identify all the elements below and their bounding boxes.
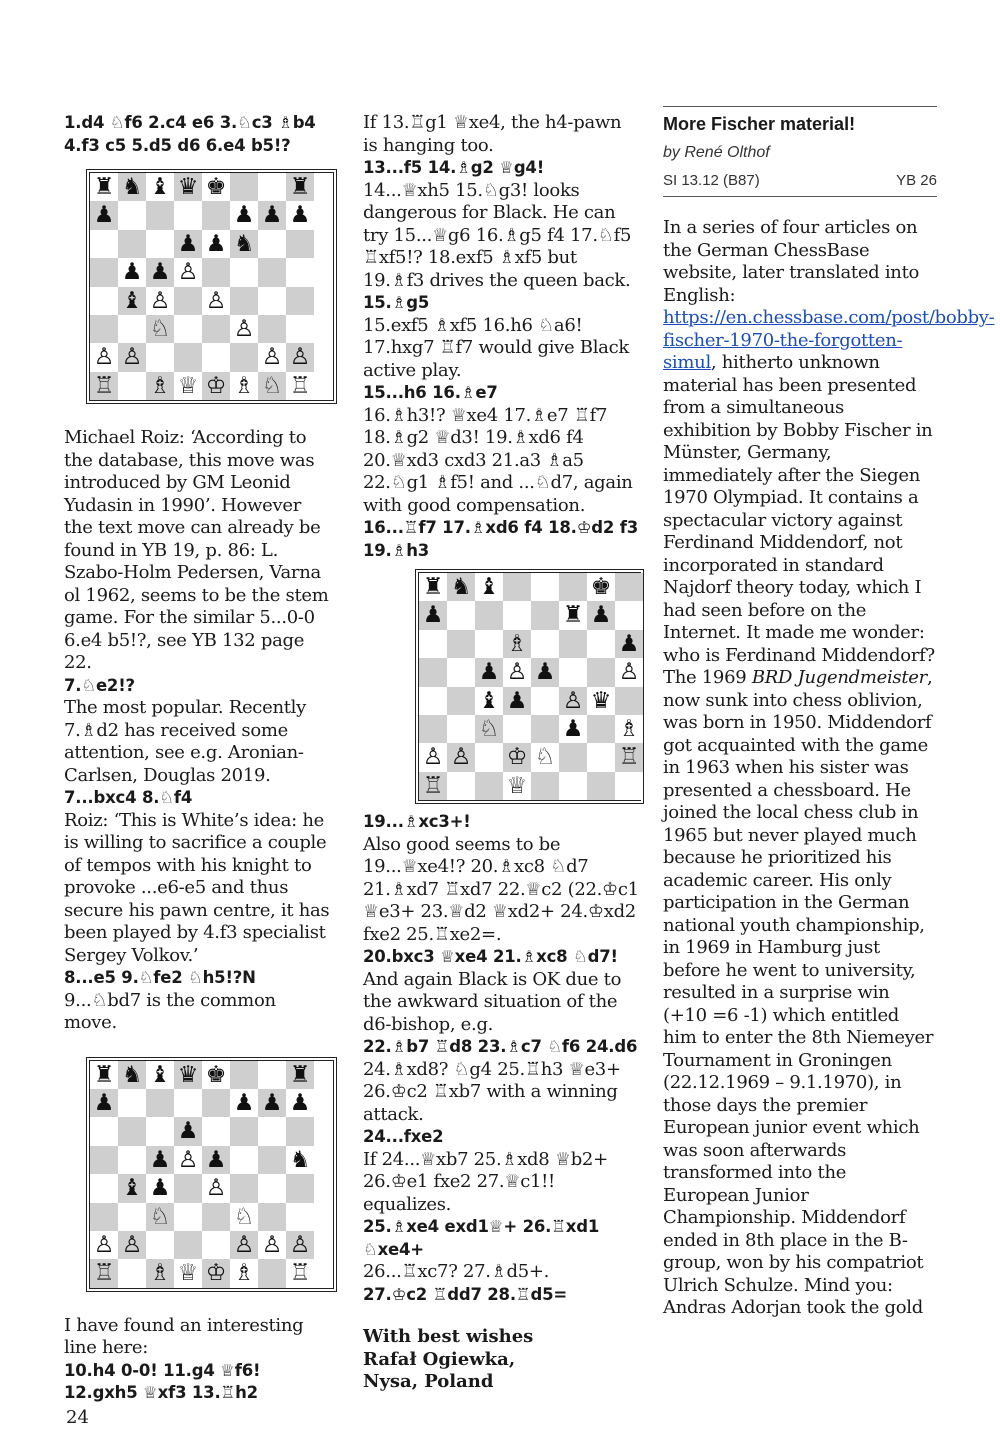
board-square: [118, 230, 146, 258]
chess-piece: ♛: [587, 687, 615, 715]
board-square: [174, 1089, 202, 1117]
chess-piece: ♙: [258, 1231, 286, 1259]
article-paragraph-1: In a series of four articles on the German ChessBase website, later translated into English: https://en.chessbase.com/post/bobby-fischer-1970-the-forgotten-simul, hitherto unknown material has been presented from a simultaneous exhibition by Bobby Fischer in Münster, Germany, immediately after the Siegen 1970 Olympiad. It contains a spectacular victory against Ferdinand Middendorf, not incorporated in standard Najdorf theory today, which I had seen before on the Internet. It made me wonder: who is Ferdinand Middendorf?: [663, 217, 995, 666]
board-square: [258, 1174, 286, 1202]
chess-diagram-3: [418, 572, 641, 801]
board-square: [146, 1089, 174, 1117]
board-square: [531, 573, 559, 601]
chess-piece: ♜: [419, 573, 447, 601]
board-square: [475, 772, 503, 800]
chess-piece: ♟: [258, 201, 286, 229]
chess-piece: ♙: [202, 1174, 230, 1202]
board-square: [447, 658, 475, 686]
chess-piece: ♟: [202, 230, 230, 258]
board-square: [258, 230, 286, 258]
board-square: [230, 1174, 258, 1202]
chess-piece: ♗: [615, 715, 643, 743]
board-square: [559, 743, 587, 771]
board-square: [118, 1203, 146, 1231]
chess-piece: ♟: [174, 1117, 202, 1145]
header-top-rule: [663, 106, 937, 107]
column-1: [64, 112, 334, 1405]
chess-piece: ♟: [146, 258, 174, 286]
board-square: [286, 1174, 314, 1202]
chess-piece: ♕: [174, 1259, 202, 1287]
signature-greeting: With best wishes: [363, 1326, 534, 1348]
board-square: [230, 343, 258, 371]
board-square: [286, 287, 314, 315]
chess-piece: ♔: [503, 743, 531, 771]
board-square: [286, 258, 314, 286]
board-square: [174, 1203, 202, 1231]
chess-piece: ♘: [146, 1203, 174, 1231]
board-square: [174, 1231, 202, 1259]
commentary-16: 16.♗h3!? ♕xe4 17.♗e7 ♖f7 18.♗g2 ♕d3! 19.♗xd6 f4 20.♕xd3 cxd3 21.a3 ♗a5 22.♘g1 ♗f5! and ...♘d7, again with good compensation.: [363, 404, 633, 516]
board-square: [230, 258, 258, 286]
commentary-8: Roiz: ‘This is White’s idea: he is willing to sacrifice a couple of tempos with his knight to provoke ...e6-e5 and thus secure his pawn centre, it has been played by 4.f3 specialist Sergey Volkov.’: [64, 809, 330, 966]
chess-piece: ♜: [559, 601, 587, 629]
board-square: [587, 658, 615, 686]
board-square: [531, 630, 559, 658]
chess-piece: ♙: [230, 1231, 258, 1259]
board-square: [531, 715, 559, 743]
chess-piece: ♟: [286, 1089, 314, 1117]
board-square: [258, 1061, 286, 1089]
chess-piece: ♟: [559, 715, 587, 743]
board-square: [258, 258, 286, 286]
chess-piece: ♙: [174, 258, 202, 286]
chess-piece: ♙: [447, 743, 475, 771]
commentary-15: 15.exf5 ♗xf5 16.h6 ♘a6! 17.hxg7 ♖f7 would give Black active play.: [363, 314, 630, 381]
board-square: [286, 1117, 314, 1145]
chess-piece: ♙: [230, 315, 258, 343]
article-title: More Fischer material!: [663, 114, 856, 134]
moves-15-16: 15...h6 16.♗e7: [363, 383, 498, 402]
move-15: 15.♗g5: [363, 293, 430, 312]
chess-piece: ♖: [90, 1259, 118, 1287]
chess-piece: ♟: [503, 687, 531, 715]
board-square: [419, 630, 447, 658]
board-square: [587, 715, 615, 743]
board-square: [90, 1146, 118, 1174]
commentary-14: 14...♕xh5 15.♘g3! looks dangerous for Black. He can try 15...♕g6 16.♗g5 f4 17.♘f5 ♖xf5!? 18.exf5 ♗xf5 but 19.♗f3 drives the queen back.: [363, 179, 632, 291]
chess-piece: ♟: [174, 230, 202, 258]
board-square: [258, 1146, 286, 1174]
chess-piece: ♞: [230, 230, 258, 258]
board-square: [90, 1174, 118, 1202]
chess-piece: ♙: [118, 1231, 146, 1259]
board-square: [90, 1117, 118, 1145]
board-square: [202, 1117, 230, 1145]
board-square: [587, 630, 615, 658]
board-square: [615, 573, 643, 601]
chess-piece: ♘: [475, 715, 503, 743]
commentary-19: Also good seems to be 19...♕xe4!? 20.♗xc8 ♘d7 21.♗xd7 ♖xd7 22.♕c2 (22.♔c1 ♕e3+ 23.♕d2 ♕xd2+ 24.♔xd2 fxe2 25.♖xe2=.: [363, 833, 639, 945]
chess-piece: ♟: [230, 1089, 258, 1117]
chess-piece: ♕: [174, 372, 202, 400]
chess-piece: ♟: [587, 601, 615, 629]
chess-piece: ♞: [447, 573, 475, 601]
commentary-roiz: Michael Roiz: ‘According to the database, this move was introduced by GM Leonid Yudasin in 1990’. However the text move can already be found in YB 19, p. 86: L. Szabo-Holm Pedersen, Varna ol 1962, seems to be the stem game. For the similar 5...0-0 6.e4 b5!?, see YB 132 page 22.: [64, 427, 329, 674]
chess-piece: ♚: [202, 173, 230, 201]
chess-piece: ♟: [202, 1146, 230, 1174]
chess-piece: ♗: [230, 1259, 258, 1287]
board-square: [230, 1117, 258, 1145]
commentary-24: 24.♗xd8? ♘g4 25.♖h3 ♕e3+ 26.♔c2 ♖xb7 with a winning attack.: [363, 1058, 621, 1125]
board-square: [447, 630, 475, 658]
chess-piece: ♝: [146, 1061, 174, 1089]
yearbook-ref: YB 26: [896, 172, 937, 189]
chess-piece: ♟: [146, 1146, 174, 1174]
chess-piece: ♞: [286, 1146, 314, 1174]
board-square: [475, 630, 503, 658]
chess-piece: ♟: [531, 658, 559, 686]
board-square: [90, 258, 118, 286]
signature-name: Rafał Ogiewka,: [363, 1348, 516, 1370]
board-square: [146, 230, 174, 258]
board-square: [419, 687, 447, 715]
board-square: [475, 743, 503, 771]
header-bottom-rule: [663, 196, 937, 197]
moves-opening: 1.d4 ♘f6 2.c4 e6 3.♘c3 ♗b4 4.f3 c5 5.d5 d6 6.e4 b5!?: [64, 113, 316, 155]
signature-location: Nysa, Poland: [363, 1371, 494, 1393]
board-square: [118, 1259, 146, 1287]
chess-piece: ♕: [503, 772, 531, 800]
board-square: [174, 1174, 202, 1202]
chess-piece: ♞: [118, 173, 146, 201]
chess-piece: ♚: [587, 573, 615, 601]
chess-piece: ♗: [503, 630, 531, 658]
board-square: [202, 1231, 230, 1259]
chess-piece: ♟: [419, 601, 447, 629]
chess-piece: ♜: [286, 1061, 314, 1089]
chess-piece: ♙: [559, 687, 587, 715]
board-square: [419, 658, 447, 686]
board-square: [503, 715, 531, 743]
board-square: [90, 230, 118, 258]
board-square: [146, 201, 174, 229]
board-square: [146, 1231, 174, 1259]
chess-piece: ♟: [90, 201, 118, 229]
board-square: [118, 372, 146, 400]
board-square: [559, 573, 587, 601]
board-square: [615, 687, 643, 715]
board-square: [559, 772, 587, 800]
chess-piece: ♘: [258, 372, 286, 400]
moves-10-13: 10.h4 0-0! 11.g4 ♕f6! 12.gxh5 ♕xf3 13.♖h2: [64, 1360, 261, 1403]
board-square: [286, 1203, 314, 1231]
chess-piece: ♜: [90, 1061, 118, 1089]
board-square: [174, 287, 202, 315]
board-square: [286, 315, 314, 343]
chess-piece: ♟: [286, 201, 314, 229]
commentary-9: 9...♘bd7 is the common move.: [64, 989, 276, 1034]
board-square: [90, 287, 118, 315]
board-square: [419, 715, 447, 743]
move-7-8: 7...bxc4 8.♘f4: [64, 788, 193, 808]
board-square: [174, 315, 202, 343]
chess-piece: ♙: [419, 743, 447, 771]
board-square: [118, 1089, 146, 1117]
chess-piece: ♙: [174, 1146, 202, 1174]
move-19: 19...♗xc3+!: [363, 812, 471, 832]
board-square: [118, 315, 146, 343]
board-square: [258, 287, 286, 315]
board-square: [202, 343, 230, 371]
moves-16-19: 16...♖f7 17.♗xd6 f4 18.♔d2 f3 19.♗h3: [363, 518, 638, 560]
moves-20-21: 20.bxc3 ♕xe4 21.♗xc8 ♘d7!: [363, 947, 618, 967]
survey-code: SI 13.12 (B87): [663, 172, 760, 189]
chess-piece: ♗: [146, 1259, 174, 1287]
board-square: [559, 630, 587, 658]
chess-piece: ♔: [202, 1259, 230, 1287]
commentary-line: I have found an interesting line here:: [64, 1314, 304, 1359]
chess-piece: ♜: [90, 173, 118, 201]
chess-piece: ♘: [146, 315, 174, 343]
chess-piece: ♙: [615, 658, 643, 686]
chess-piece: ♗: [146, 372, 174, 400]
chess-piece: ♝: [118, 287, 146, 315]
chess-piece: ♗: [230, 372, 258, 400]
moves-27-28: 27.♔c2 ♖dd7 28.♖d5=: [363, 1284, 568, 1304]
board-square: [258, 173, 286, 201]
chess-piece: ♙: [258, 343, 286, 371]
board-square: [230, 1061, 258, 1089]
board-square: [202, 258, 230, 286]
chess-piece: ♖: [286, 372, 314, 400]
article-paragraph-2: The 1969 BRD Jugendmeister, now sunk into chess oblivion, was born in 1950. Middendorf got acquainted with the game in 1963 when his sister was presented a chessboard. He joined the local chess club in 1965 but never played much because he prioritized his academic career. His only participation in the German national youth championship, in 1969 in Hamburg just before he went to university, resulted in a surprise win (+10 =6 -1) which entitled him to enter the 8th Niemeyer Tournament in Groningen (22.12.1969 – 9.1.1970), in those days the premier European junior event which was soon afterwards transformed into the European Junior Championship. Middendorf ended in 8th place in the B-group, won by his compatriot Ulrich Schulze. Mind you: Andras Adorjan took the gold: [663, 667, 934, 1318]
chess-piece: ♟: [615, 630, 643, 658]
chess-piece: ♟: [258, 1089, 286, 1117]
board-square: [475, 601, 503, 629]
board-square: [202, 1203, 230, 1231]
page-number: 24: [66, 1407, 89, 1428]
board-square: [258, 1203, 286, 1231]
commentary-26: 26...♖xc7? 27.♗d5+.: [363, 1261, 550, 1283]
chess-piece: ♟: [118, 258, 146, 286]
chess-piece: ♚: [202, 1061, 230, 1089]
board-square: [503, 573, 531, 601]
chess-piece: ♙: [286, 1231, 314, 1259]
board-square: [447, 715, 475, 743]
move-8-9: 8...e5 9.♘fe2 ♘h5!?N: [64, 968, 256, 988]
chess-piece: ♙: [503, 658, 531, 686]
chess-piece: ♝: [146, 173, 174, 201]
chess-piece: ♖: [90, 372, 118, 400]
chess-piece: ♙: [118, 343, 146, 371]
chess-piece: ♝: [475, 573, 503, 601]
commentary-21: And again Black is OK due to the awkward situation of the d6-bishop, e.g.: [363, 968, 622, 1035]
board-square: [447, 601, 475, 629]
board-square: [202, 1089, 230, 1117]
board-square: [174, 201, 202, 229]
chess-piece: ♙: [90, 343, 118, 371]
board-square: [531, 601, 559, 629]
move-24: 24...fxe2: [363, 1127, 444, 1147]
chess-diagram-1: [89, 172, 334, 401]
chess-piece: ♞: [118, 1061, 146, 1089]
chess-piece: ♖: [286, 1259, 314, 1287]
commentary-13: If 13.♖g1 ♕xe4, the h4-pawn is hanging too.: [363, 112, 622, 156]
board-square: [118, 1146, 146, 1174]
board-square: [587, 743, 615, 771]
chess-piece: ♟: [230, 201, 258, 229]
board-square: [258, 1259, 286, 1287]
column-2: [363, 112, 641, 1394]
article-codes: [663, 169, 937, 193]
board-square: [90, 315, 118, 343]
board-square: [447, 772, 475, 800]
board-square: [531, 772, 559, 800]
moves-25-26: 25.♗xe4 exd1♕+ 26.♖xd1 ♘xe4+: [363, 1217, 600, 1259]
board-square: [230, 1146, 258, 1174]
chess-piece: ♟: [146, 1174, 174, 1202]
board-square: [559, 658, 587, 686]
board-square: [615, 772, 643, 800]
board-square: [202, 315, 230, 343]
article-byline: by René Olthof: [663, 144, 770, 161]
board-square: [90, 1203, 118, 1231]
board-square: [230, 287, 258, 315]
board-square: [447, 687, 475, 715]
board-square: [286, 230, 314, 258]
board-square: [258, 315, 286, 343]
board-square: [258, 1117, 286, 1145]
board-square: [503, 601, 531, 629]
board-square: [146, 343, 174, 371]
column-3: [663, 112, 995, 1320]
commentary-7: The most popular. Recently 7.♗d2 has received some attention, see e.g. Aronian-Carlsen, Douglas 2019.: [64, 697, 306, 786]
chess-piece: ♔: [202, 372, 230, 400]
board-square: [118, 201, 146, 229]
chess-piece: ♙: [146, 287, 174, 315]
chess-piece: ♙: [286, 343, 314, 371]
chess-piece: ♝: [118, 1174, 146, 1202]
chess-diagram-2: [89, 1060, 334, 1289]
chess-piece: ♘: [230, 1203, 258, 1231]
board-square: [587, 772, 615, 800]
chess-piece: ♟: [90, 1089, 118, 1117]
board-square: [174, 343, 202, 371]
board-square: [146, 1117, 174, 1145]
moves-22-24: 22.♗b7 ♖d8 23.♗c7 ♘f6 24.d6: [363, 1037, 638, 1057]
chess-piece: ♛: [174, 1061, 202, 1089]
board-square: [531, 687, 559, 715]
board-square: [202, 201, 230, 229]
commentary-24b: If 24...♕xb7 25.♗xd8 ♕b2+ 26.♔e1 fxe2 27.♕c1!! equalizes.: [363, 1148, 608, 1215]
chess-piece: ♙: [202, 287, 230, 315]
board-square: [230, 173, 258, 201]
board-square: [615, 601, 643, 629]
chess-piece: ♙: [90, 1231, 118, 1259]
moves-13-14: 13...f5 14.♗g2 ♕g4!: [363, 158, 545, 177]
board-square: [118, 1117, 146, 1145]
chessbase-link[interactable]: https://en.chessbase.com/post/bobby-fischer-1970-the-forgotten-simul: [663, 307, 995, 373]
chess-piece: ♟: [475, 658, 503, 686]
chess-piece: ♘: [531, 743, 559, 771]
move-7: 7.♘e2!?: [64, 675, 135, 695]
chess-piece: ♖: [419, 772, 447, 800]
chess-piece: ♖: [615, 743, 643, 771]
chess-piece: ♜: [286, 173, 314, 201]
chess-piece: ♝: [475, 687, 503, 715]
chess-piece: ♛: [174, 173, 202, 201]
